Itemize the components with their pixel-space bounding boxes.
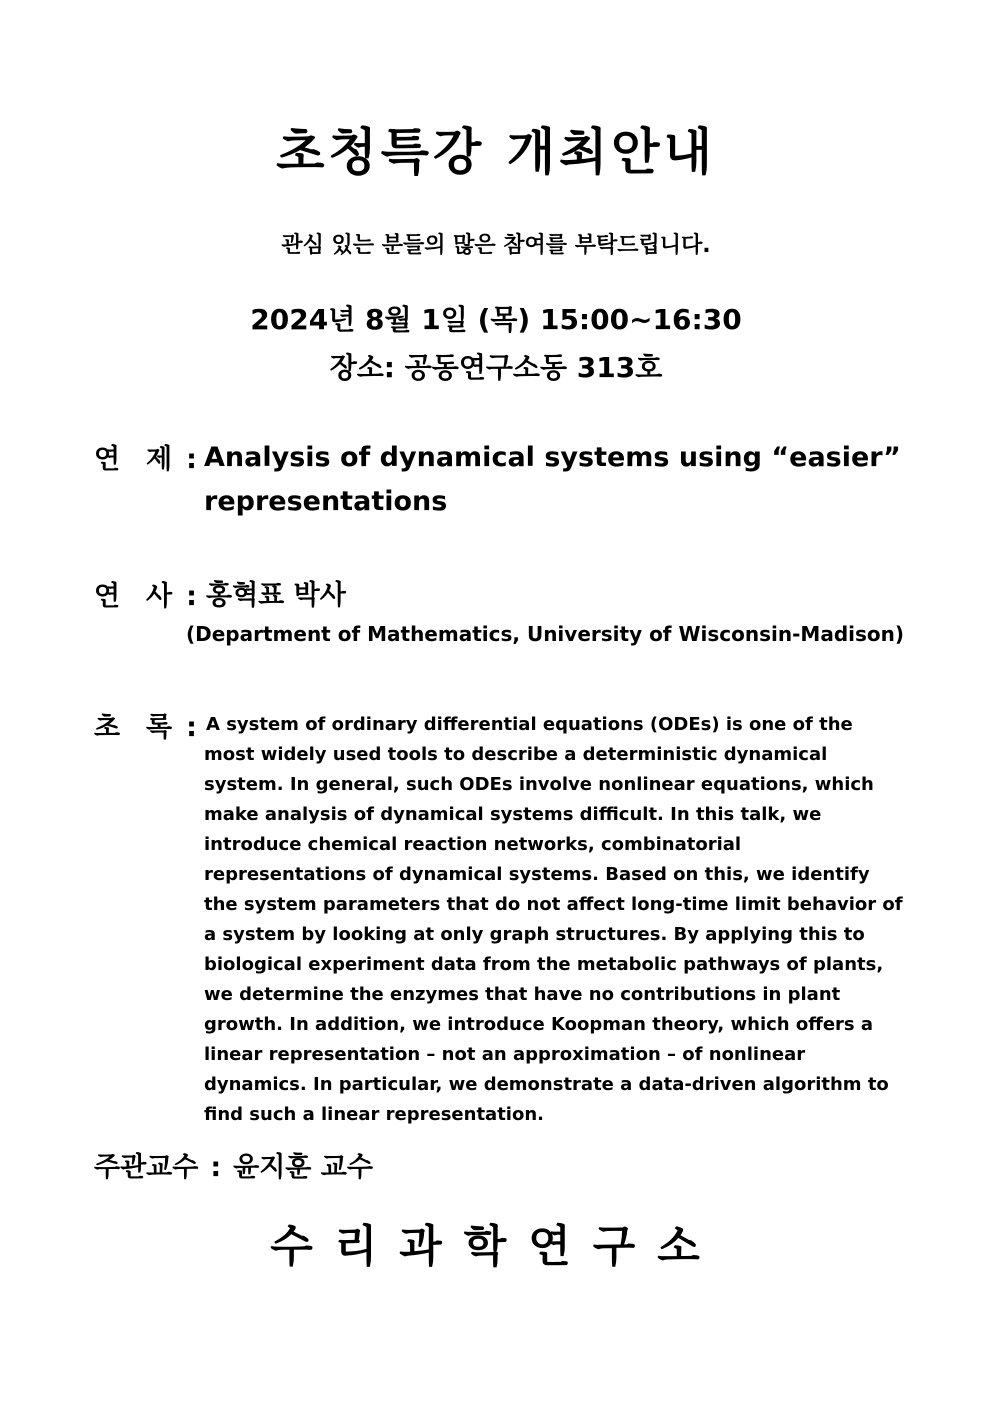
topic-label-char2: 제 xyxy=(146,444,173,475)
speaker-label-char2: 사 xyxy=(146,581,173,612)
event-location: 장소: 공동연구소동 313호 xyxy=(329,351,663,384)
event-datetime: 2024년 8월 1일 (목) 15:00~16:30 xyxy=(250,303,742,336)
speaker-label-colon: : xyxy=(186,581,197,612)
speaker-name: 홍혁표 박사 xyxy=(206,580,346,611)
topic-text: Analysis of dynamical systems using “easier” representations xyxy=(204,442,901,517)
page-title: 초청특강 개최안내 xyxy=(276,123,716,181)
abstract-label-char2: 록 xyxy=(146,712,173,743)
host-label-colon: : xyxy=(210,1152,222,1183)
host-line xyxy=(94,1145,373,1184)
topic-label-char1: 연 xyxy=(94,444,121,475)
abstract-label xyxy=(94,705,197,744)
topic-label-colon: : xyxy=(186,444,197,475)
speaker-affiliation: (Department of Mathematics, University of Wisconsin-Madison) xyxy=(186,622,905,646)
abstract-label-colon: : xyxy=(186,712,197,743)
abstract-label-char1: 초 xyxy=(94,712,121,743)
host-name: 윤지훈 교수 xyxy=(233,1152,373,1183)
speaker-label-char1: 연 xyxy=(94,581,121,612)
abstract-text: A system of ordinary differential equations (ODEs) is one of the most widely used tools to describe a deterministic dynamical system. In general, such ODEs involve nonlinear equations, which make analysis of dynamical systems difficult. In this talk, we introduce chemical reaction networks, combinatorial representations of dynamical systems. Based on this, we identify the system parameters that do not affect long-time limit behavior of a system by looking at only graph structures. By applying this to biological experiment data from the metabolic pathways of plants, we determine the enzymes that have no contributions in plant growth. In addition, we introduce Koopman theory, which offers a linear representation – not an approximation – of nonlinear dynamics. In particular, we demonstrate a data-driven algorithm to find such a linear representation. xyxy=(204,714,903,1125)
speaker-label xyxy=(94,574,197,613)
topic-label xyxy=(94,437,197,476)
invitation-subtitle: 관심 있는 분들의 많은 참여를 부탁드립니다. xyxy=(281,233,711,258)
host-label: 주관교수 xyxy=(94,1152,199,1183)
institute-name: 수리과학연구소 xyxy=(270,1221,722,1272)
